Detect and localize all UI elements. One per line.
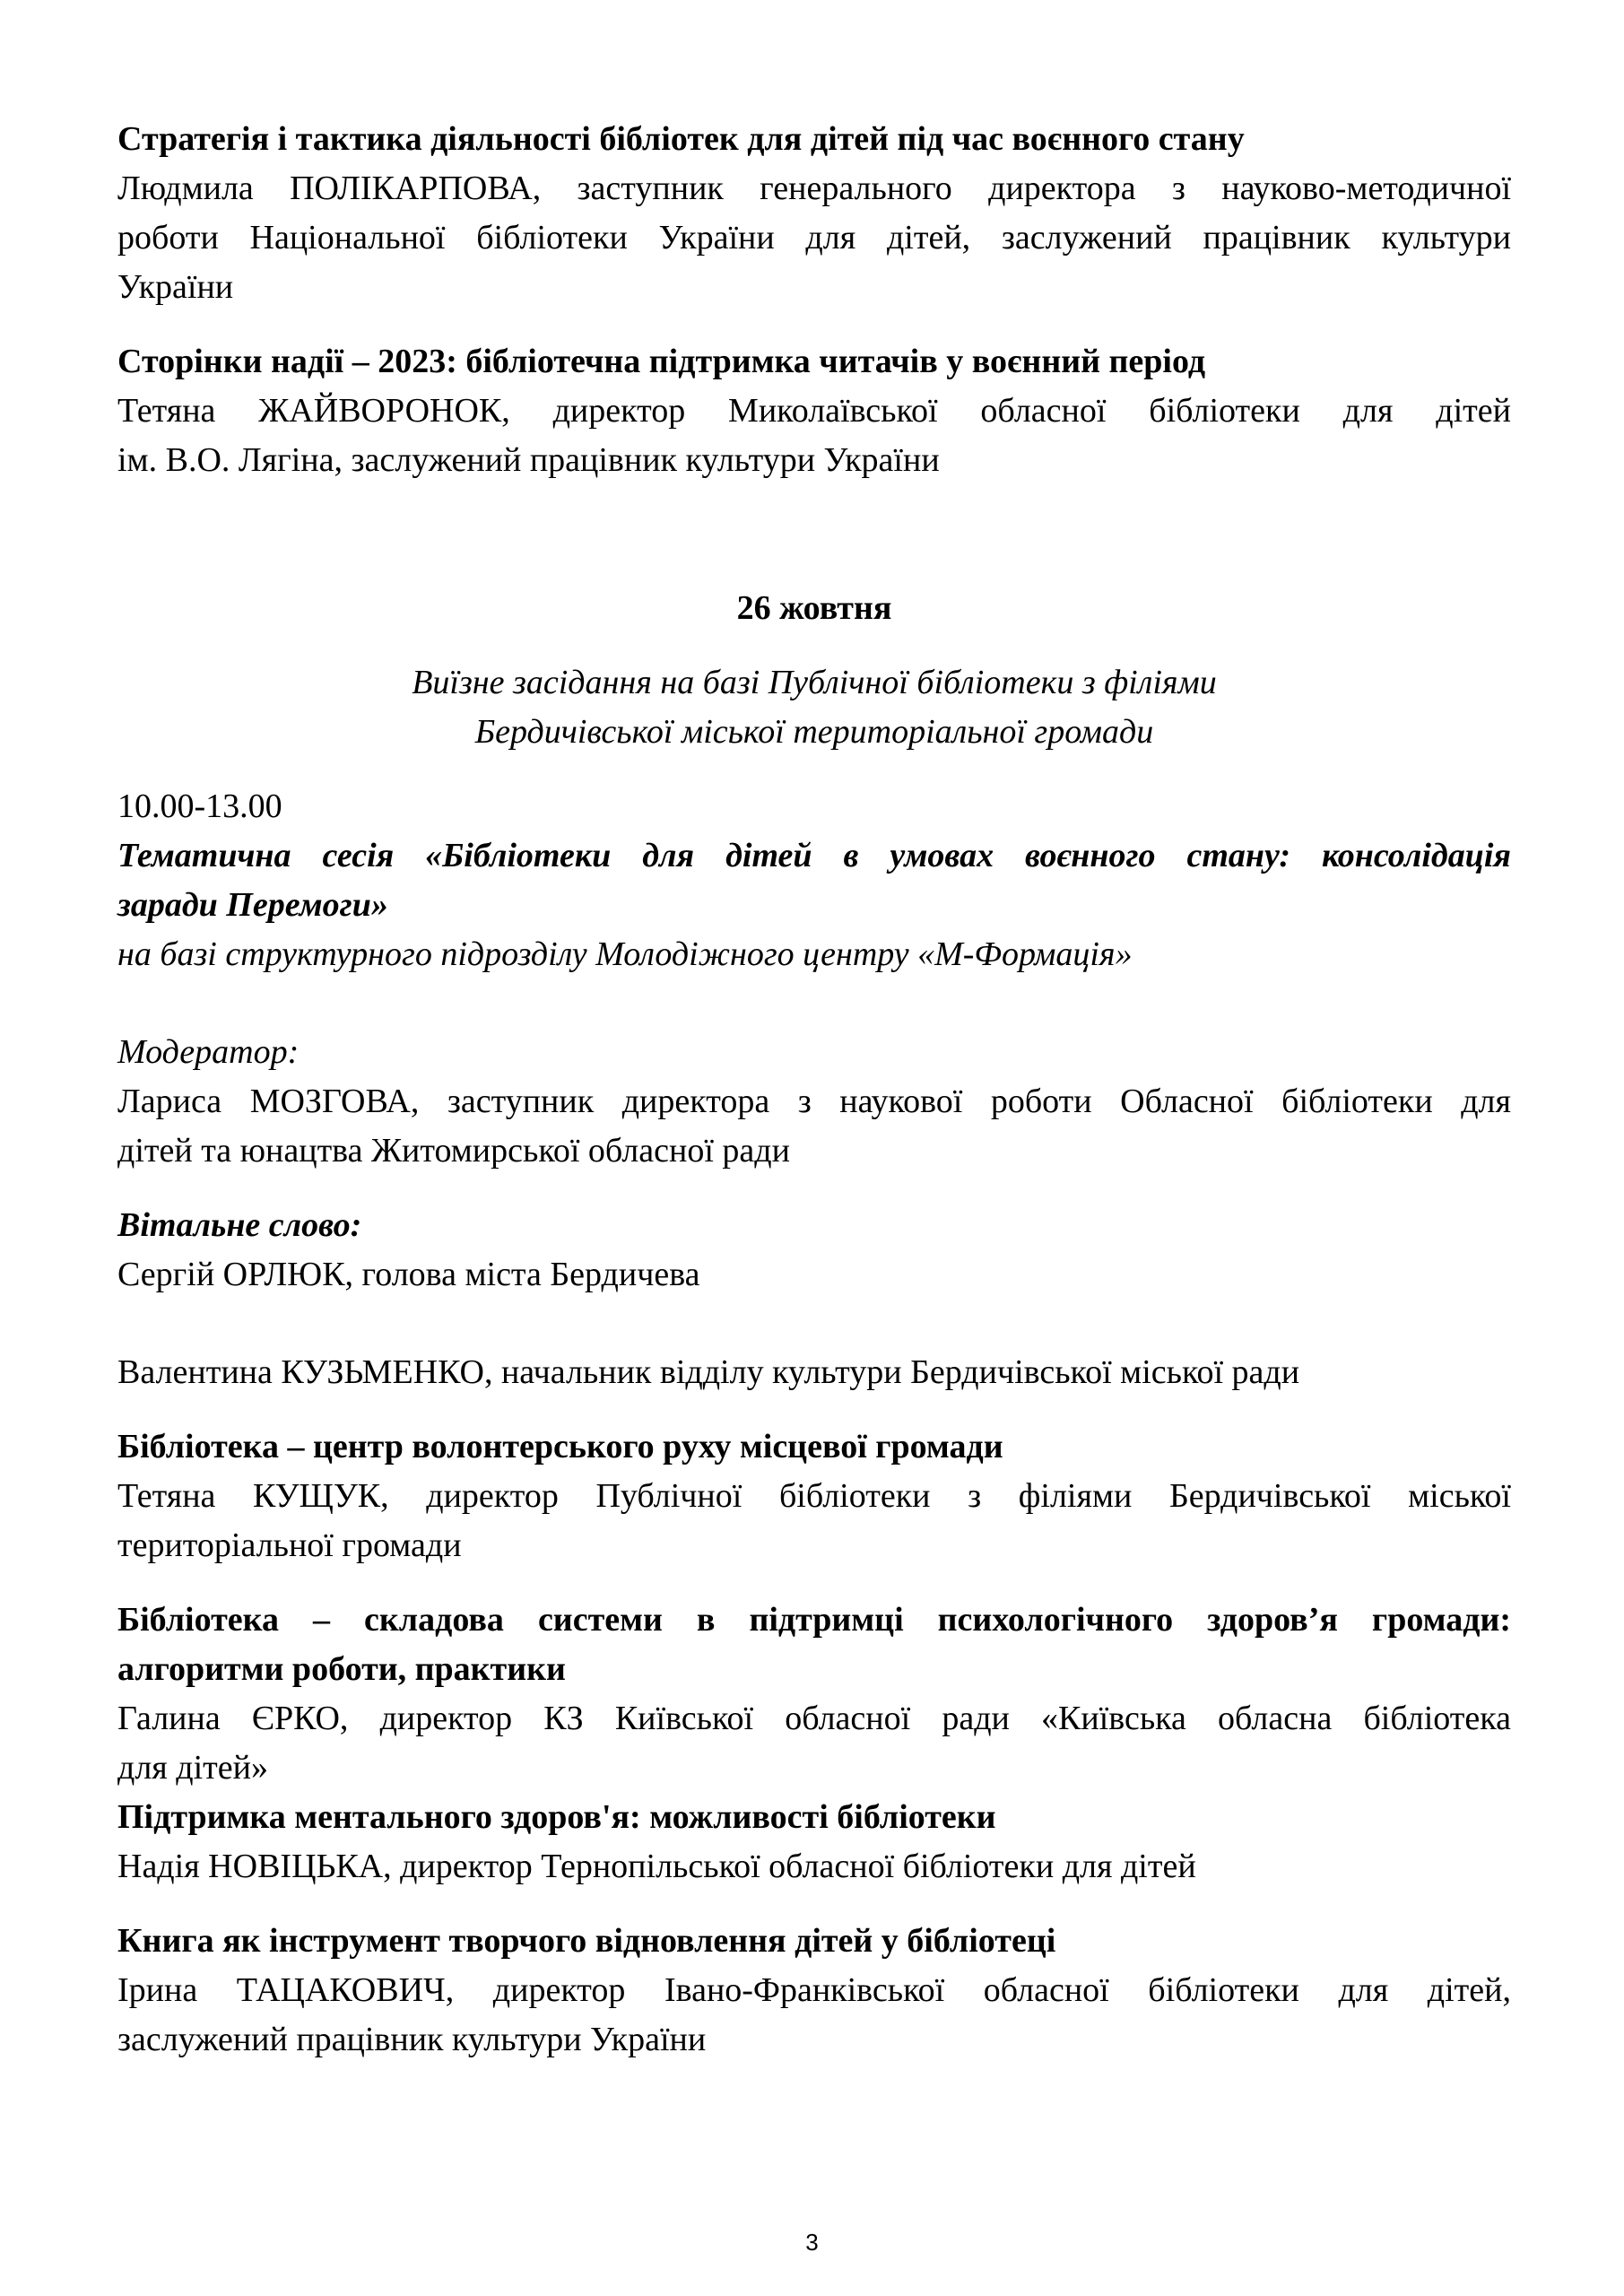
talk-title-line: алгоритми роботи, практики (117, 1650, 566, 1688)
welcome-speaker: Валентина КУЗЬМЕНКО, начальник відділу культури Бердичівської міської ради (117, 1353, 1300, 1391)
talk-title: Підтримка ментального здоров'я: можливості бібліотеки (117, 1798, 996, 1836)
speaker-line: Надія НОВІЦЬКА, директор Тернопільської обласної бібліотеки для дітей (117, 1848, 1196, 1885)
talk-mental-health (117, 1793, 1511, 1892)
session-location: на базі структурного підрозділу Молодіжного центру «М-Формація» (117, 935, 1133, 973)
day-heading: 26 жовтня (736, 589, 892, 627)
speaker-line: Людмила ПОЛІКАРПОВА, заступник генерального директора з науково-методичної (117, 170, 1511, 207)
session-time: 10.00-13.00 (117, 787, 282, 825)
talk-title: Бібліотека – центр волонтерського руху місцевої громади (117, 1428, 1003, 1465)
speaker-line: Галина ЄРКО, директор КЗ Київської обласної ради «Київська обласна бібліотека (117, 1700, 1511, 1737)
page-content (117, 115, 1511, 2065)
talk-book-as-tool (117, 1917, 1511, 2065)
moderator-label: Модератор: (117, 1033, 300, 1071)
talk-title: Сторінки надії – 2023: бібліотечна підтримка читачів у воєнний період (117, 343, 1206, 380)
speaker-line: роботи Національної бібліотеки України для дітей, заслужений працівник культури (117, 219, 1511, 257)
talk-pages-of-hope (117, 337, 1511, 485)
speaker-line: України (117, 268, 234, 306)
talk-title: Стратегія і тактика діяльності бібліотек для дітей під час воєнного стану (117, 120, 1245, 158)
speaker-line: ім. В.О. Лягіна, заслужений працівник культури України (117, 441, 940, 479)
talk-volunteer-center (117, 1422, 1511, 1570)
talk-title-line: Бібліотека – складова системи в підтримці психологічного здоров’я громади: (117, 1601, 1511, 1639)
welcome-label: Вітальне слово: (117, 1206, 362, 1244)
venue-line: Бердичівської міської територіальної громади (474, 713, 1154, 751)
welcome-block (117, 1201, 1511, 1397)
speaker-line: Тетяна ЖАЙВОРОНОК, директор Миколаївської обласної бібліотеки для дітей (117, 392, 1511, 430)
speaker-line: територіальної громади (117, 1526, 462, 1564)
talk-strategy (117, 115, 1511, 312)
speaker-line: Тетяна КУЩУК, директор Публічної бібліотеки з філіями Бердичівської міської (117, 1477, 1511, 1515)
session-title-line: Тематична сесія «Бібліотеки для дітей в умовах воєнного стану: консолідація (117, 837, 1511, 874)
page-number: 3 (805, 2229, 819, 2256)
speaker-line: для дітей» (117, 1749, 268, 1787)
speaker-line: заслужений працівник культури України (117, 2021, 707, 2058)
speaker-line: Ірина ТАЦАКОВИЧ, директор Івано-Франківської обласної бібліотеки для дітей, (117, 1971, 1511, 2009)
session-title-line: заради Перемоги» (117, 886, 388, 924)
moderator-line: дітей та юнацтва Житомирської обласної ради (117, 1132, 790, 1170)
thematic-session (117, 782, 1511, 979)
moderator-block (117, 1028, 1511, 1176)
talk-title: Книга як інструмент творчого відновлення дітей у бібліотеці (117, 1922, 1056, 1960)
talk-psychological-health (117, 1596, 1511, 1793)
venue-line: Виїзне засідання на базі Публічної бібліотеки з філіями (412, 664, 1217, 701)
moderator-line: Лариса МОЗГОВА, заступник директора з наукової роботи Обласної бібліотеки для (117, 1083, 1511, 1120)
welcome-speaker: Сергій ОРЛЮК, голова міста Бердичева (117, 1256, 700, 1293)
